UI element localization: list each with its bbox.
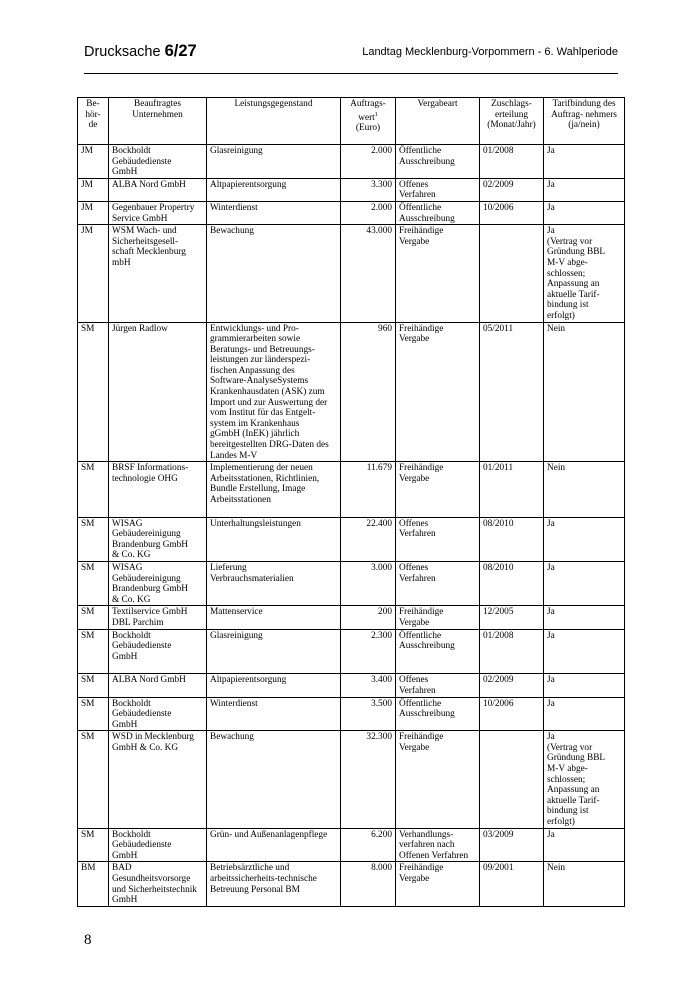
service-cell: Winterdienst xyxy=(207,201,341,224)
table-row xyxy=(78,225,625,322)
tariff-cell: Ja xyxy=(544,697,625,731)
value-cell: 3.500 xyxy=(341,697,396,731)
service-cell: Glasreinigung xyxy=(207,629,341,674)
value-cell: 2.000 xyxy=(341,201,396,224)
procedure-cell: Öffentliche Ausschreibung xyxy=(396,145,480,179)
tariff-cell: Ja xyxy=(544,674,625,697)
contractor-cell: WISAG Gebäudereinigung Brandenburg GmbH & Co. KG xyxy=(109,561,207,605)
award-date-cell: 02/2009 xyxy=(480,178,544,201)
value-cell: 960 xyxy=(341,322,396,462)
contractor-cell: BRSF Informations- technologie OHG xyxy=(109,462,207,517)
tariff-cell: Ja xyxy=(544,517,625,561)
table-row xyxy=(78,201,625,224)
table-row xyxy=(78,731,625,828)
authority-cell: BM xyxy=(78,862,109,906)
tariff-cell: Ja xyxy=(544,606,625,629)
authority-cell: SM xyxy=(78,517,109,561)
authority-cell: SM xyxy=(78,322,109,462)
authority-cell: JM xyxy=(78,225,109,322)
service-cell: Glasreinigung xyxy=(207,145,341,179)
authority-cell: SM xyxy=(78,697,109,731)
tariff-cell: Nein xyxy=(544,862,625,906)
service-cell: Winterdienst xyxy=(207,697,341,731)
value-cell: 6.200 xyxy=(341,828,396,862)
table-row xyxy=(78,322,625,462)
value-cell: 3.300 xyxy=(341,178,396,201)
value-cell: 2.300 xyxy=(341,629,396,674)
service-cell: Grün- und Außenanlagenpflege xyxy=(207,828,341,862)
authority-cell: SM xyxy=(78,731,109,828)
contractor-cell: Bockholdt Gebäudedienste GmbH xyxy=(109,828,207,862)
procedure-cell: Freihändige Vergabe xyxy=(396,731,480,828)
award-date-cell: 08/2010 xyxy=(480,561,544,605)
value-cell: 8.000 xyxy=(341,862,396,906)
table-row xyxy=(78,828,625,862)
authority-cell: SM xyxy=(78,561,109,605)
value-cell: 3.400 xyxy=(341,674,396,697)
award-date-cell: 10/2006 xyxy=(480,201,544,224)
value-cell: 2.000 xyxy=(341,145,396,179)
table-row xyxy=(78,697,625,731)
table-header-row xyxy=(78,98,625,145)
contractor-cell: WISAG Gebäudereinigung Brandenburg GmbH & Co. KG xyxy=(109,517,207,561)
col-header-authority: Be- hör- de xyxy=(78,98,109,145)
contractor-cell: Bockholdt Gebäudedienste GmbH xyxy=(109,145,207,179)
table-row xyxy=(78,674,625,697)
award-date-cell xyxy=(480,731,544,828)
col-header-procedure: Vergabeart xyxy=(396,98,480,145)
award-date-cell: 10/2006 xyxy=(480,697,544,731)
table-row xyxy=(78,145,625,179)
procedure-cell: Freihändige Vergabe xyxy=(396,862,480,906)
service-cell: Bewachung xyxy=(207,731,341,828)
award-date-cell: 12/2005 xyxy=(480,606,544,629)
award-date-cell: 08/2010 xyxy=(480,517,544,561)
authority-cell: SM xyxy=(78,629,109,674)
contractor-cell: BAD Gesundheitsvorsorge und Sicherheitstechnik GmbH xyxy=(109,862,207,906)
value-cell: 32.300 xyxy=(341,731,396,828)
tariff-cell: Ja xyxy=(544,201,625,224)
table-row xyxy=(78,629,625,674)
table-row xyxy=(78,517,625,561)
contractor-cell: ALBA Nord GmbH xyxy=(109,178,207,201)
award-date-cell: 01/2008 xyxy=(480,145,544,179)
service-cell: Unterhaltungsleistungen xyxy=(207,517,341,561)
tariff-cell: Nein xyxy=(544,462,625,517)
service-cell: Mattenservice xyxy=(207,606,341,629)
award-date-cell: 01/2008 xyxy=(480,629,544,674)
col-header-value-label: Auftrags- wert xyxy=(350,99,386,123)
table-row xyxy=(78,862,625,906)
procedure-cell: Öffentliche Ausschreibung xyxy=(396,201,480,224)
col-header-value xyxy=(341,98,396,145)
tariff-cell: Ja xyxy=(544,178,625,201)
procedure-cell: Offenes Verfahren xyxy=(396,561,480,605)
tariff-cell: Ja xyxy=(544,629,625,674)
award-date-cell: 05/2011 xyxy=(480,322,544,462)
header-divider xyxy=(84,73,618,74)
document-number xyxy=(84,42,197,61)
contracts-table xyxy=(77,97,625,907)
award-date-cell: 09/2001 xyxy=(480,862,544,906)
service-cell: Altpapierentsorgung xyxy=(207,178,341,201)
procedure-cell: Freihändige Vergabe xyxy=(396,462,480,517)
contractor-cell: ALBA Nord GmbH xyxy=(109,674,207,697)
contractor-cell: WSM Wach- und Sicherheitsgesell- schaft Mecklenburg mbH xyxy=(109,225,207,322)
tariff-cell: Ja (Vertrag vor Gründung BBL M-V abge- schlossen; Anpassung an aktuelle Tarif- bindung ist erfolgt) xyxy=(544,731,625,828)
col-header-award-date: Zuschlags- erteilung (Monat/Jahr) xyxy=(480,98,544,145)
procedure-cell: Offenes Verfahren xyxy=(396,517,480,561)
award-date-cell xyxy=(480,225,544,322)
col-header-value-unit: (Euro) xyxy=(355,123,381,134)
tariff-cell: Ja xyxy=(544,145,625,179)
authority-cell: JM xyxy=(78,178,109,201)
procedure-cell: Freihändige Vergabe xyxy=(396,322,480,462)
contractor-cell: WSD in Mecklenburg GmbH & Co. KG xyxy=(109,731,207,828)
authority-cell: SM xyxy=(78,606,109,629)
value-cell: 22.400 xyxy=(341,517,396,561)
value-cell: 200 xyxy=(341,606,396,629)
value-cell: 11.679 xyxy=(341,462,396,517)
procedure-cell: Öffentliche Ausschreibung xyxy=(396,629,480,674)
procedure-cell: Freihändige Vergabe xyxy=(396,606,480,629)
procedure-cell: Öffentliche Ausschreibung xyxy=(396,697,480,731)
procedure-cell: Freihändige Vergabe xyxy=(396,225,480,322)
table-row xyxy=(78,561,625,605)
service-cell: Entwicklungs- und Pro- grammierarbeiten sowie Beratungs- und Betreuungs- leistungen zur länderspezi- fischen Anpassung des Software-AnalyseSystems Krankenhausdaten (ASK) zum Import und zur Auswertung der vom Institut für das Entgelt- system im Krankenhaus gGmbH (InEK) jährlich bereitgestellten DRG-Daten des Landes M-V xyxy=(207,322,341,462)
procedure-cell: Verhandlungs- verfahren nach Offenen Verfahren xyxy=(396,828,480,862)
tariff-cell: Ja xyxy=(544,561,625,605)
footnote-marker: 1 xyxy=(374,111,378,118)
page-header xyxy=(84,42,618,64)
service-cell: Bewachung xyxy=(207,225,341,322)
procedure-cell: Offenes Verfahren xyxy=(396,178,480,201)
tariff-cell: Ja (Vertrag vor Gründung BBL M-V abge- schlossen; Anpassung an aktuelle Tarif- bindung ist erfolgt) xyxy=(544,225,625,322)
contractor-cell: Jürgen Radlow xyxy=(109,322,207,462)
document-number-value: 6/27 xyxy=(164,42,197,60)
tariff-cell: Ja xyxy=(544,828,625,862)
authority-cell: SM xyxy=(78,462,109,517)
page-number: 8 xyxy=(84,932,92,948)
document-number-prefix: Drucksache xyxy=(84,44,165,60)
table-row xyxy=(78,462,625,517)
authority-cell: SM xyxy=(78,828,109,862)
award-date-cell: 01/2011 xyxy=(480,462,544,517)
award-date-cell: 02/2009 xyxy=(480,674,544,697)
col-header-contractor: Beauftragtes Unternehmen xyxy=(109,98,207,145)
tariff-cell: Nein xyxy=(544,322,625,462)
value-cell: 43.000 xyxy=(341,225,396,322)
authority-cell: JM xyxy=(78,145,109,179)
service-cell: Lieferung Verbrauchsmaterialien xyxy=(207,561,341,605)
value-cell: 3.000 xyxy=(341,561,396,605)
table-row xyxy=(78,178,625,201)
contractor-cell: Bockholdt Gebäudedienste GmbH xyxy=(109,629,207,674)
service-cell: Betriebsärztliche und arbeitssicherheits-technische Betreuung Personal BM xyxy=(207,862,341,906)
authority-cell: SM xyxy=(78,674,109,697)
award-date-cell: 03/2009 xyxy=(480,828,544,862)
procedure-cell: Offenes Verfahren xyxy=(396,674,480,697)
service-cell: Implementierung der neuen Arbeitsstationen, Richtlinien, Bundle Erstellung, Image Arbeitsstationen xyxy=(207,462,341,517)
contractor-cell: Textilservice GmbH DBL Parchim xyxy=(109,606,207,629)
col-header-tariff: Tarifbindung des Auftrag- nehmers (ja/nein) xyxy=(544,98,625,145)
authority-cell: JM xyxy=(78,201,109,224)
service-cell: Altpapierentsorgung xyxy=(207,674,341,697)
contractor-cell: Gegenbauer Propertry Service GmbH xyxy=(109,201,207,224)
col-header-service: Leistungsgegenstand xyxy=(207,98,341,145)
table-row xyxy=(78,606,625,629)
table-body xyxy=(78,145,625,907)
contractor-cell: Bockholdt Gebäudedienste GmbH xyxy=(109,697,207,731)
parliament-title: Landtag Mecklenburg-Vorpommern - 6. Wahlperiode xyxy=(362,46,618,58)
